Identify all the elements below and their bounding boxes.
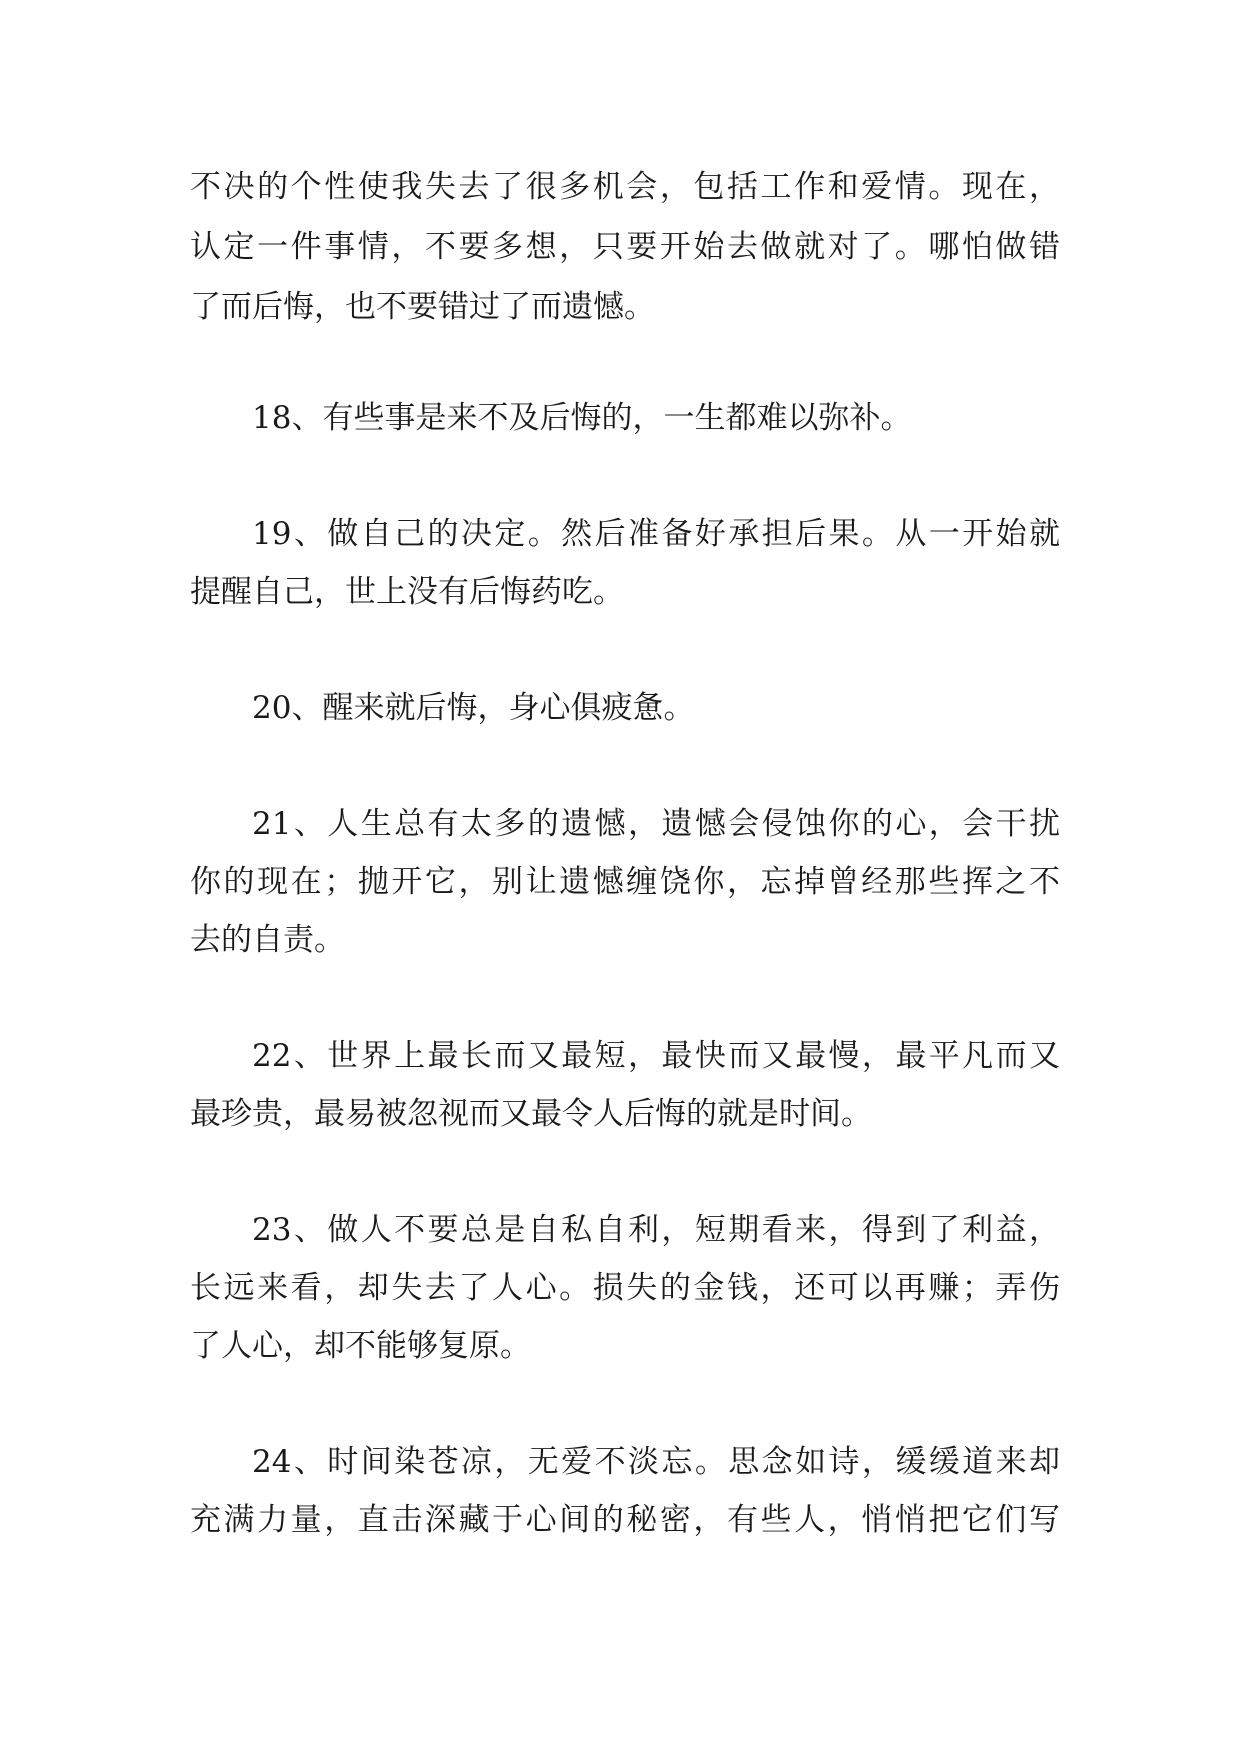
paragraph-line: 23、做人不要总是自私自利，短期看来，得到了利益， (252, 1212, 1060, 1248)
paragraph-line: 去的自责。 (190, 922, 345, 958)
paragraph-line: 19、做自己的决定。然后准备好承担后果。从一开始就 (252, 516, 1060, 552)
paragraph-line: 充满力量，直击深藏于心间的秘密，有些人，悄悄把它们写 (190, 1502, 1060, 1538)
paragraph-line: 认定一件事情，不要多想，只要开始去做就对了。哪怕做错 (190, 229, 1060, 265)
paragraph-line: 22、世界上最长而又最短，最快而又最慢，最平凡而又 (252, 1038, 1060, 1074)
paragraph-line: 20、醒来就后悔，身心俱疲惫。 (252, 690, 695, 726)
paragraph-line: 提醒自己，世上没有后悔药吃。 (190, 574, 624, 610)
paragraph-line: 长远来看，却失去了人心。损失的金钱，还可以再赚；弄伤 (190, 1270, 1060, 1306)
paragraph-line: 24、时间染苍凉，无爱不淡忘。思念如诗，缓缓道来却 (252, 1444, 1060, 1480)
paragraph-line: 不决的个性使我失去了很多机会，包括工作和爱情。现在， (190, 169, 1060, 205)
paragraph-line: 了而后悔，也不要错过了而遗憾。 (190, 289, 655, 325)
paragraph-line: 最珍贵，最易被忽视而又最令人后悔的就是时间。 (190, 1096, 872, 1132)
paragraph-line: 21、人生总有太多的遗憾，遗憾会侵蚀你的心，会干扰 (252, 806, 1060, 842)
paragraph-line: 你的现在；抛开它，别让遗憾缠饶你，忘掉曾经那些挥之不 (190, 864, 1060, 900)
paragraph-line: 了人心，却不能够复原。 (190, 1328, 531, 1364)
paragraph-line: 18、有些事是来不及后悔的，一生都难以弥补。 (252, 400, 912, 436)
